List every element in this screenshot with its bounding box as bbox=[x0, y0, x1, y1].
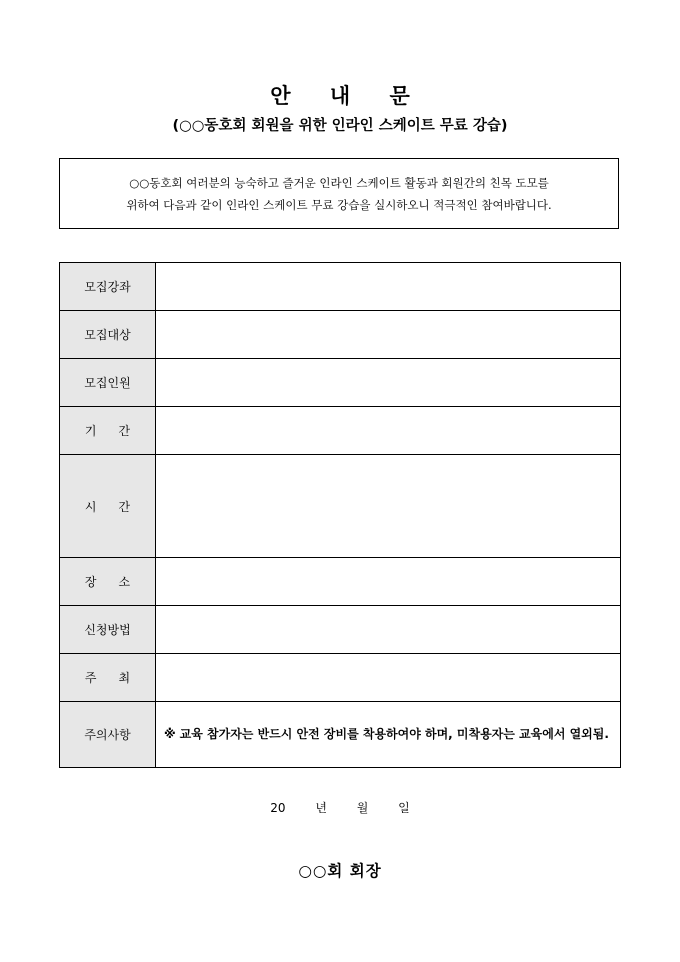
intro-line-1: ○○동호회 여러분의 능숙하고 즐거운 인라인 스케이트 활동과 회원간의 친목 도모를 bbox=[129, 176, 549, 190]
caution-notice bbox=[156, 724, 620, 745]
value-place[interactable] bbox=[156, 558, 621, 606]
table-row bbox=[60, 263, 621, 311]
value-time[interactable] bbox=[156, 455, 621, 558]
label-course: 모집강좌 bbox=[60, 263, 156, 311]
label-place: 장소 bbox=[60, 558, 156, 606]
date-month-unit: 월 bbox=[356, 801, 369, 815]
value-capacity[interactable] bbox=[156, 359, 621, 407]
date-year: 20 bbox=[270, 801, 286, 815]
table-row bbox=[60, 606, 621, 654]
value-target[interactable] bbox=[156, 311, 621, 359]
document-subtitle: (○○동호회 회원을 위한 인라인 스케이트 무료 강습) bbox=[172, 118, 508, 134]
intro-line-2: 위하여 다음과 같이 인라인 스케이트 무료 강습을 실시하오니 적극적인 참여바랍니다. bbox=[126, 198, 552, 212]
value-host[interactable] bbox=[156, 654, 621, 702]
value-course[interactable] bbox=[156, 263, 621, 311]
table-row bbox=[60, 407, 621, 455]
label-period: 기간 bbox=[60, 407, 156, 455]
table-row bbox=[60, 359, 621, 407]
value-caution bbox=[156, 702, 621, 768]
signature: ○○회 회장 bbox=[298, 861, 382, 880]
date-line bbox=[0, 799, 680, 816]
table-row bbox=[60, 558, 621, 606]
label-capacity: 모집인원 bbox=[60, 359, 156, 407]
date-day-unit: 일 bbox=[398, 801, 410, 815]
value-apply-method[interactable] bbox=[156, 606, 621, 654]
reference-mark-icon: ※ bbox=[164, 727, 176, 741]
label-host: 주최 bbox=[60, 654, 156, 702]
table-row bbox=[60, 455, 621, 558]
label-apply-method: 신청방법 bbox=[60, 606, 156, 654]
date-year-unit: 년 bbox=[315, 801, 327, 815]
document-title: 안 내 문 bbox=[270, 83, 426, 108]
value-period[interactable] bbox=[156, 407, 621, 455]
caution-text: 교육 참가자는 반드시 안전 장비를 착용하여야 하며, 미착용자는 교육에서 열외됨. bbox=[179, 727, 609, 741]
table-row bbox=[60, 654, 621, 702]
intro-box bbox=[59, 158, 619, 229]
label-time: 시간 bbox=[60, 455, 156, 558]
label-caution: 주의사항 bbox=[60, 702, 156, 768]
table-row bbox=[60, 702, 621, 768]
info-table bbox=[59, 262, 621, 768]
table-row bbox=[60, 311, 621, 359]
label-target: 모집대상 bbox=[60, 311, 156, 359]
